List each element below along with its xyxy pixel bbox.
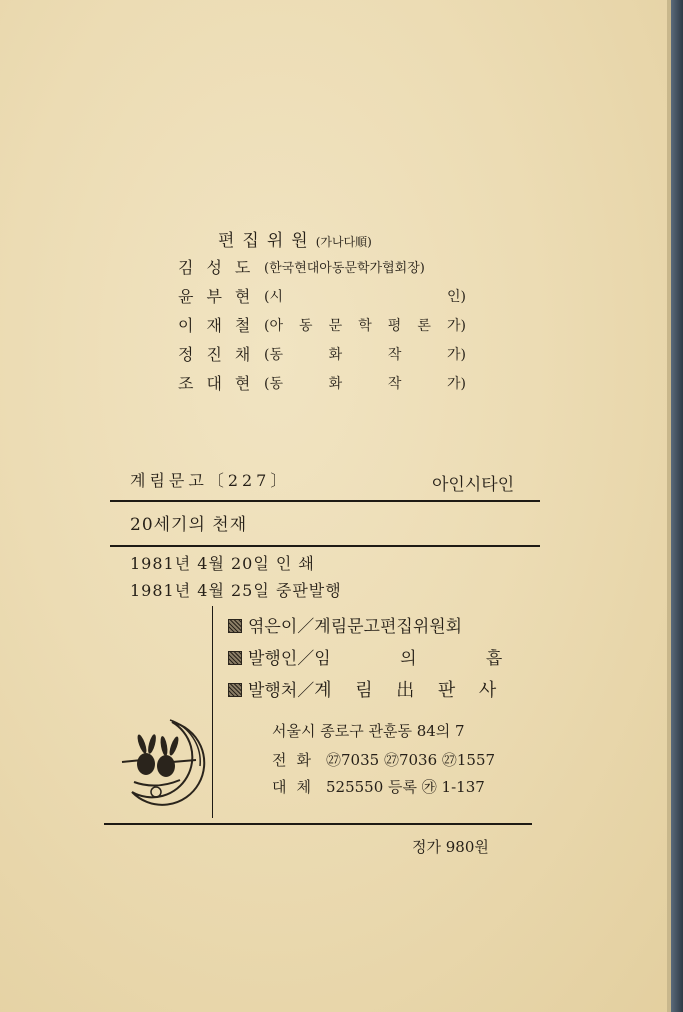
member-role-part: 작 [387, 347, 402, 363]
transfer-line [272, 776, 485, 797]
address-line: 서울시 종로구 관훈동 84의 7 [272, 722, 465, 740]
phone-label: 전화 [272, 751, 321, 769]
name-part: 계 [314, 680, 332, 701]
member-role-part: (시 [264, 289, 283, 305]
member-role-part: 론 [417, 318, 431, 334]
editor-line [228, 612, 462, 637]
square-bullet-icon [228, 683, 242, 697]
member-role-part: 동 [299, 318, 313, 334]
member-name: 이재철 [178, 316, 264, 335]
committee-member [178, 313, 478, 337]
price: 정가 980원 [412, 838, 489, 856]
editor-label: 엮은이／ [248, 617, 315, 637]
transfer-label: 대체 [272, 778, 321, 796]
member-name: 조대현 [178, 374, 264, 393]
member-role-part: 가) [446, 318, 466, 334]
print-date: 1981년 4월 20일 인 쇄 [130, 554, 315, 573]
member-role-part: (아 [264, 318, 283, 334]
page-edge [671, 0, 683, 1012]
phone-line [272, 749, 495, 770]
publisher-label: 발행인／ [248, 649, 315, 669]
vertical-divider [212, 606, 213, 818]
committee-order-note: (가나다順) [315, 235, 372, 249]
reprint-date: 1981년 4월 25일 중판발행 [130, 581, 342, 600]
member-role-part: 평 [387, 318, 402, 334]
publisher-line [228, 644, 502, 669]
house-label: 발행처／ [248, 681, 315, 701]
member-role-part: 작 [387, 376, 402, 392]
member-role-part: (동 [264, 376, 283, 392]
committee-title-text: 편집위원 [218, 231, 316, 251]
editor-name: 계림문고편집위원회 [314, 617, 463, 637]
name-part: 出 [396, 680, 415, 701]
member-role [264, 286, 466, 306]
name-part: 임 [314, 649, 331, 669]
committee-member [178, 284, 478, 308]
square-bullet-icon [228, 651, 242, 665]
house-line [228, 676, 496, 702]
member-role-part: (동 [264, 347, 283, 363]
name-part: 판 [437, 680, 456, 701]
house-name [314, 676, 496, 702]
rule-title [110, 545, 540, 547]
member-role: (한국현대아동문학가협회장) [264, 261, 425, 276]
rabbits-moon-emblem-icon [112, 716, 206, 806]
member-role-part: 문 [328, 318, 343, 334]
member-role-part: 화 [328, 376, 343, 392]
member-role [264, 315, 466, 335]
rule-top [110, 500, 540, 502]
member-name: 김성도 [178, 258, 264, 277]
member-role-part: 학 [358, 318, 372, 334]
rule-bottom [104, 823, 532, 825]
committee-member [178, 342, 478, 366]
name-part: 림 [355, 680, 373, 701]
name-part: 흡 [485, 649, 503, 669]
publisher-name [314, 644, 502, 669]
committee-member [178, 255, 478, 279]
member-role [264, 373, 466, 393]
committee-title [218, 226, 372, 251]
series-label: 계림문고〔227〕 [130, 471, 291, 490]
author-name: 아인시타인 [432, 475, 515, 495]
member-name: 윤부현 [178, 287, 264, 306]
member-role-part: 화 [328, 347, 343, 363]
member-role-part: 가) [446, 376, 466, 392]
book-title: 20세기의 천재 [130, 515, 248, 535]
member-role-part: 가) [446, 347, 466, 363]
square-bullet-icon [228, 619, 242, 633]
phone-numbers: ㉗7035 ㉗7036 ㉗1557 [326, 751, 496, 769]
member-role [264, 344, 466, 364]
committee-member [178, 371, 478, 395]
member-role-part: 인) [447, 289, 466, 305]
name-part: 의 [400, 649, 417, 669]
name-part: 사 [478, 680, 497, 701]
member-name: 정진채 [178, 345, 264, 364]
transfer-number: 525550 등록 ㉮ 1-137 [326, 778, 485, 796]
